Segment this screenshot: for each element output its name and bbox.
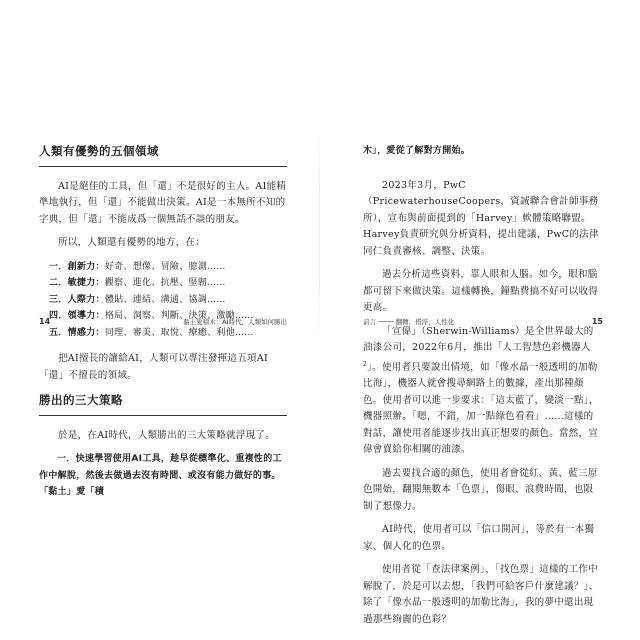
list-item: 一．創新力： 好奇、想像、冒險、臆測…… <box>49 261 226 272</box>
strengths-list <box>39 259 287 342</box>
paragraph: 所以，人類還有優勢的地方，在： <box>58 237 206 248</box>
left-footer <box>39 317 287 326</box>
page-number: 14 <box>39 317 51 326</box>
paragraph: 使用者從「查法律案例」、「找色票」這樣的工作中解脫了，於是可以去想，「我們可給客戶什麼建議？」、除了「像水晶一般透明的加勒比海」，我的夢中還出現過那些絢麗的色彩？ <box>363 564 599 625</box>
paragraph: 2023年3月，PwC（PricewaterhouseCoopers，資誠聯合會計師事務所），宣布與前面提到的「Harvey」軟體策略聯盟。Harvey負責研究與分析資料，提出建議，PwC的法律同仁負責審核、調整、決策。 <box>363 179 599 257</box>
footnote-marker: 2 <box>363 360 368 368</box>
paragraph: 過去要找合適的顏色，使用者會從紅、黃、藍三原色開始，翻閱無數本「色票」，傷眼、浪費時間，也限制了想像力。 <box>363 467 598 512</box>
paragraph-bold: 一．快速學習使用AI工具，趁早從標準化、重複性的工作中解脫，然後去做過去沒有時間、或沒有能力做好的事。「黏土」愛「積 <box>39 454 282 497</box>
paragraph: 「宣偉」（Sherwin-Williams）是全世界最大的油漆公司，2022年6月，推出「人工智慧色彩機器人$^2$」。使用者只要說出情境，如「像水晶一般透明的加勒比海」，機器人就會搜尋網路上的數據，產出那種顏色。使用者可以進一步要求：「這太藍了，變淡一點」，機器照辦。「嗯，不錯，加一點綠色看看」……這樣的對話，讓使用者能逐步找出真正想要的顏色。當然，宣偉會賣給你相關的油漆。 <box>363 325 599 456</box>
left-section-2 <box>39 392 287 508</box>
right-page <box>320 0 640 640</box>
page-number: 15 <box>591 317 603 326</box>
list-item: 二．敏捷力： 觀察、進化、抗壓、堅韌…… <box>49 278 226 288</box>
section-heading-strengths: 人類有優勢的五個領域 <box>39 143 287 167</box>
right-footer <box>363 317 603 326</box>
list-item: 三．人際力： 體貼、連結、溝通、協調…… <box>49 294 226 305</box>
paragraph: 於是，在AI時代，人類勝出的三大策略就浮現了。 <box>58 429 276 441</box>
list-item: 五．情感力： 同理、審美、取悅、療癒、利他…… <box>49 327 254 338</box>
right-column <box>363 143 603 635</box>
paragraph-continued: 木」，愛從了解對方開始。 <box>363 146 471 156</box>
paragraph: AI是絕佳的工具，但「還」不是很好的主人。AI能精準地執行，但「還」不能做出決策。AI是一本無所不知的字典，但「還」不能成爲一個無話不談的朋友。 <box>39 180 287 225</box>
list-item: 四．領導力： 格局、洞察、判斷、決策、激勵…… <box>49 311 254 321</box>
running-title: 前言 ──── 翻轉，借浮，人性化 <box>363 318 455 326</box>
paragraph: 把AI擅長的讓給AI，人類可以專注發揮這五項AI「還」不擅長的領域。 <box>39 353 269 381</box>
paragraph: 過去分析這些資料，靠人眼和人腦。如今，眼和腦都可留下來做決策。這樣轉換，鐘點費搞不好可以收得更高。 <box>363 269 599 313</box>
section-heading-strategies: 勝出的三大策略 <box>39 392 287 416</box>
running-title: 黏土愛積木：AI時代，人類如何勝出 <box>183 318 287 326</box>
left-section-1 <box>39 143 287 391</box>
paragraph: AI時代，使用者可以「信口開河」，等於有一本獨家、個人化的色票。 <box>363 524 595 552</box>
